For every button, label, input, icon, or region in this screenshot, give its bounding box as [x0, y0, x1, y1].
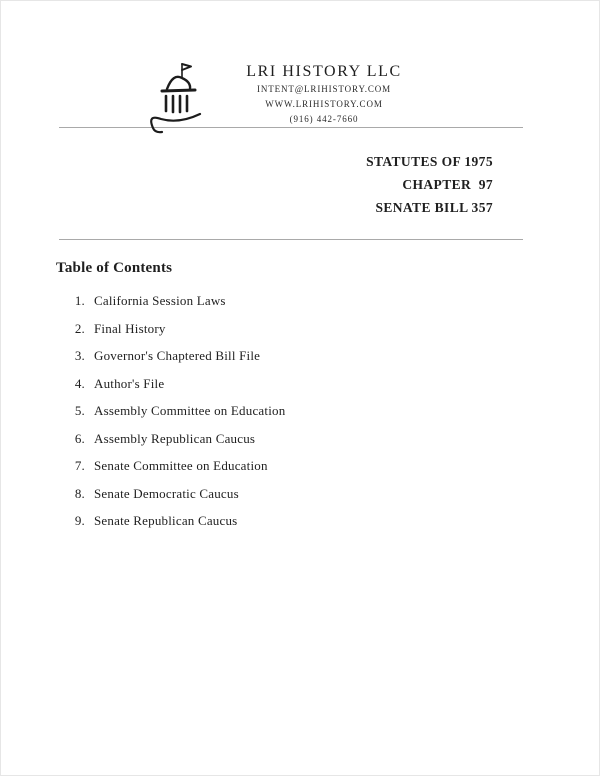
toc-item-number: 8.: [74, 485, 85, 501]
letterhead-text: [1, 63, 599, 126]
toc-item-label: California Session Laws: [94, 293, 226, 308]
toc-item-label: Assembly Committee on Education: [94, 403, 286, 418]
toc-list: [70, 293, 599, 529]
toc-item-label: Governor's Chaptered Bill File: [94, 348, 261, 363]
toc-item-label: Final History: [94, 320, 166, 336]
toc-item-number: 6.: [74, 430, 85, 446]
company-name: LRI HISTORY LLC: [246, 63, 402, 80]
toc-item-number: 4.: [74, 375, 85, 391]
toc-item: [70, 431, 599, 447]
statute-reference-block: [1, 150, 599, 219]
toc-item: [70, 376, 599, 392]
toc-item-label: Senate Committee on Education: [94, 458, 268, 473]
toc-item: [70, 321, 599, 337]
chapter-number: CHAPTER 97: [402, 177, 493, 192]
toc-item-label: Assembly Republican Caucus: [94, 430, 256, 446]
toc-item-number: 2.: [74, 320, 85, 336]
toc-item-label: Senate Democratic Caucus: [94, 485, 239, 501]
company-website: WWW.LRIHISTORY.COM: [265, 99, 383, 109]
toc-item: [70, 403, 599, 419]
horizontal-rule-top: [59, 127, 523, 128]
toc-item-number: 7.: [74, 458, 85, 473]
toc-item: [70, 486, 599, 502]
toc-item-label: Senate Republican Caucus: [94, 513, 238, 528]
toc-item: [70, 458, 599, 474]
statutes-year: STATUTES OF 1975: [366, 154, 493, 169]
toc-item-label: Author's File: [94, 375, 165, 391]
toc-title: Table of Contents: [56, 260, 173, 276]
toc-item: [70, 348, 599, 364]
toc-item-number: 5.: [74, 403, 85, 418]
horizontal-rule-bottom: [59, 239, 523, 240]
bill-number: SENATE BILL 357: [375, 200, 493, 215]
toc-item: [70, 293, 599, 309]
toc-item: [70, 513, 599, 529]
toc-item-number: 3.: [74, 348, 85, 363]
letterhead: [1, 1, 599, 124]
capitol-dome-logo-icon: [145, 61, 207, 139]
company-phone: (916) 442-7660: [289, 114, 359, 124]
toc-item-number: 1.: [74, 293, 85, 308]
company-email: INTENT@LRIHISTORY.COM: [256, 84, 392, 94]
toc-item-number: 9.: [74, 513, 85, 528]
